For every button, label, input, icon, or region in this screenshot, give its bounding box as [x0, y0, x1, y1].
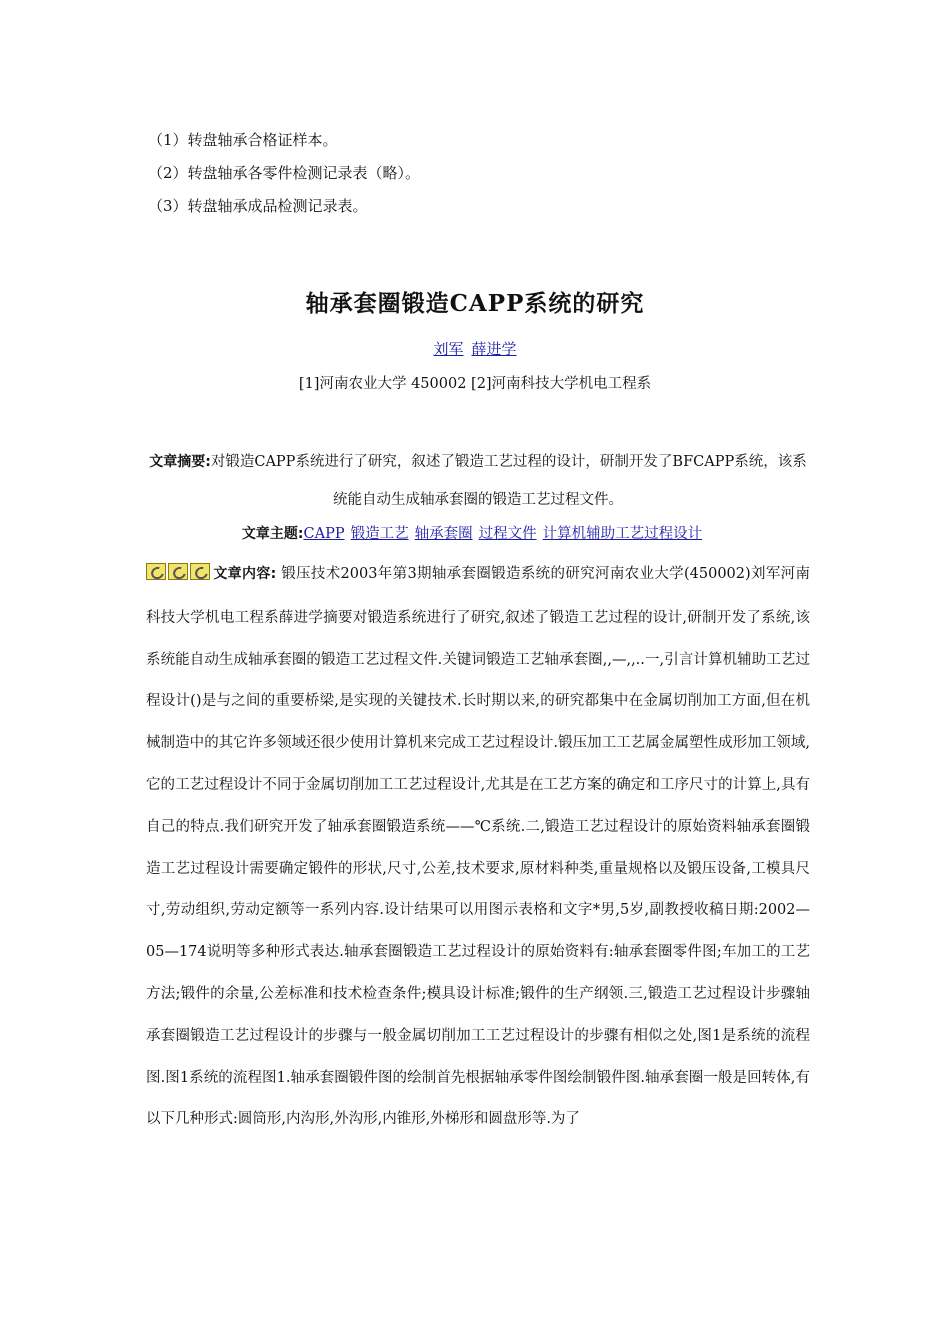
toolbar-icons — [146, 556, 212, 598]
list-item: （1）转盘轴承合格证样本。 — [148, 131, 338, 149]
topic-link[interactable]: 轴承套圈 — [414, 526, 473, 542]
topic-link[interactable]: 锻造工艺 — [350, 526, 409, 542]
topic-link[interactable]: 计算机辅助工艺过程设计 — [542, 526, 703, 542]
article-content — [146, 554, 810, 1141]
affiliation: [1]河南农业大学 450002 [2]河南科技大学机电工程系 — [298, 376, 652, 392]
author-link[interactable]: 刘军 — [433, 340, 464, 358]
content-label: 文章内容: — [213, 566, 277, 582]
list-item: （3）转盘轴承成品检测记录表。 — [148, 197, 368, 215]
topics-label: 文章主题: — [241, 526, 304, 542]
author-link[interactable]: 薛进学 — [471, 340, 517, 358]
abstract-text: 对锻造CAPP系统进行了研究，叙述了锻造工艺过程的设计，研制开发了BFCAPP系统，该系统能自动生成轴承套圈的锻造工艺过程文件。 — [210, 454, 807, 508]
inspection-list — [148, 124, 420, 223]
author-line — [0, 338, 950, 359]
abstract — [148, 443, 808, 519]
topic-link[interactable]: CAPP — [303, 526, 345, 542]
content-text: 锻压技术2003年第3期轴承套圈锻造系统的研究河南农业大学(450002)刘军河南科技大学机电工程系薛进学摘要对锻造系统进行了研究,叙述了锻造工艺过程的设计,研制开发了系统,该系统能自动生成轴承套圈的锻造工艺过程文件.关键词锻造工艺轴承套圈,,—,,..一,引言计算机辅助工艺过程设计()是与之间的重要桥梁,是实现的关键技术.长时期以来,的研究都集中在金属切削加工方面,但在机械制造中的其它许多领域还很少使用计算机来完成工艺过程设计.锻压加工工艺属金属塑性成形加工领域,它的工艺过程设计不同于金属切削加工工艺过程设计,尤其是在工艺方案的确定和工序尺寸的计算上,具有自己的特点.我们研究开发了轴承套圈锻造系统——℃系统.二,锻造工艺过程设计的原始资料轴承套圈锻造工艺过程设计需要确定锻件的形状,尺寸,公差,技术要求,原材料种类,重量规格以及锻压设备,工模具尺寸,劳动组织,劳动定额等一系列内容.设计结果可以用图示表格和文字*男,5岁,副教授收稿日期:2002—05—174说明等多种形式表达.轴承套圈锻造工艺过程设计的原始资料有:轴承套圈零件图;车加工的工艺方法;锻件的余量,公差标准和技术检查条件;模具设计标准;锻件的生产纲领.三,锻造工艺过程设计步骤轴承套圈锻造工艺过程设计的步骤与一般金属切削加工工艺过程设计的步骤有相似之处,图1是系统的流程图.图1系统的流程图1.轴承套圈锻件图的绘制首先根据轴承零件图绘制锻件图.轴承套圈一般是回转体,有以下几种形式:圆筒形,内沟形,外沟形,内锥形,外梯形和圆盘形等.为了 — [146, 566, 810, 1128]
abstract-label: 文章摘要: — [149, 454, 211, 470]
tool-icon[interactable] — [190, 563, 210, 580]
list-item: （2）转盘轴承各零件检测记录表（略）。 — [148, 164, 421, 182]
article-title: 轴承套圈锻造CAPP系统的研究 — [305, 290, 645, 317]
tool-icon[interactable] — [146, 563, 166, 580]
topics-line — [0, 522, 950, 543]
topic-link[interactable]: 过程文件 — [478, 526, 537, 542]
tool-icon[interactable] — [168, 563, 188, 580]
